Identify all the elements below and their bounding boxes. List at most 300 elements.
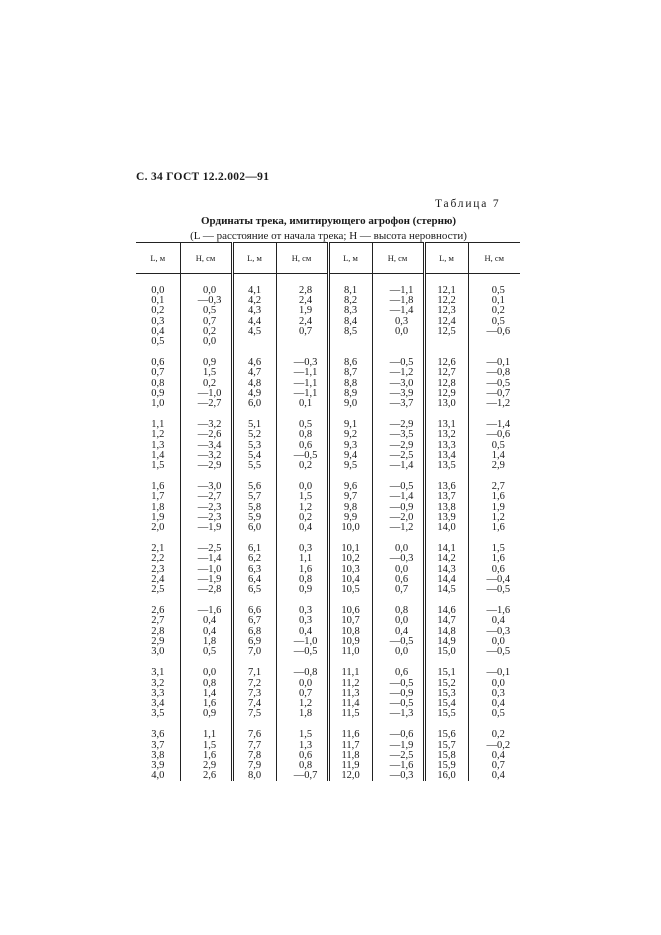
cell-distance: 13,7 [424,492,468,502]
cell-height: 2,7 [468,482,520,492]
cell-distance: 15,5 [424,709,468,719]
cell-distance: 0,3 [151,315,165,327]
group-spacer [136,657,520,668]
cell-distance: 12,4 [424,317,468,327]
cell-distance: 7,6 [232,730,276,740]
cell-height: 0,7 [276,327,328,337]
cell-height: 0,8 [276,430,328,440]
cell-distance: 1,6 [151,481,165,493]
cell-height: —3,2 [180,451,232,461]
cell-height: —2,5 [372,751,424,761]
cell-distance: 10,2 [328,554,372,564]
cell-height: —1,1 [276,368,328,378]
cell-distance: 12,8 [424,379,468,389]
cell-distance: 7,4 [232,699,276,709]
cell-distance: 11,2 [328,679,372,689]
cell-distance: 0,6 [151,357,165,369]
table-row [136,616,520,626]
cell-height: —2,9 [372,420,424,430]
cell-distance: 5,9 [232,513,276,523]
cell-height: —0,3 [372,554,424,564]
cell-distance: 15,3 [424,689,468,699]
cell-height: 0,7 [468,761,520,771]
cell-height: —0,5 [372,482,424,492]
cell-height: —2,5 [180,544,232,554]
cell-height: 1,4 [180,689,232,699]
cell-distance: 3,5 [151,708,165,720]
cell-distance: 13,0 [424,399,468,409]
cell-height: 0,8 [180,679,232,689]
cell-distance: 4,1 [232,274,276,297]
cell-height: —3,7 [372,399,424,409]
cell-height: 0,9 [180,358,232,368]
cell-distance: 2,6 [151,605,165,617]
cell-height: —0,3 [180,296,232,306]
cell-height: 0,5 [468,441,520,451]
cell-height: —0,3 [468,627,520,637]
cell-height: —3,9 [372,389,424,399]
cell-height: 1,8 [180,637,232,647]
cell-distance: 7,5 [232,709,276,719]
cell-distance: 5,4 [232,451,276,461]
column-header: H, см [276,243,328,274]
cell-distance: 2,7 [151,615,165,627]
column-header: H, см [372,243,424,274]
cell-distance: 12,0 [328,771,372,781]
table-row [136,565,520,575]
cell-distance: 3,9 [151,759,165,771]
cell-distance: 14,0 [424,523,468,533]
cell-distance: 4,0 [151,770,165,782]
table-row [136,296,520,306]
cell-distance: 3,1 [151,667,165,679]
table-row [136,647,520,657]
cell-distance: 9,7 [328,492,372,502]
table-row [136,327,520,337]
cell-distance: 6,1 [232,544,276,554]
cell-distance: 5,1 [232,420,276,430]
cell-distance: 14,2 [424,554,468,564]
cell-distance: 15,9 [424,761,468,771]
cell-height: 1,2 [468,513,520,523]
cell-height: —1,0 [276,637,328,647]
cell-height: —0,6 [468,327,520,337]
cell-distance: 2,3 [151,563,165,575]
cell-distance: 6,5 [232,585,276,595]
cell-distance: 6,0 [232,399,276,409]
cell-height: 0,0 [468,679,520,689]
cell-distance: 2,0 [151,522,165,534]
cell-distance: 11,1 [328,668,372,678]
cell-distance: 0,4 [151,325,165,337]
table-row [136,430,520,440]
cell-distance [328,337,372,347]
cell-distance: 3,3 [151,687,165,699]
cell-distance: 10,9 [328,637,372,647]
cell-distance: 4,7 [232,368,276,378]
cell-distance: 13,6 [424,482,468,492]
cell-distance: 6,2 [232,554,276,564]
cell-distance: 4,8 [232,379,276,389]
cell-height: 0,4 [468,699,520,709]
table-row [136,317,520,327]
table-row [136,689,520,699]
table-row [136,627,520,637]
cell-height: —0,4 [468,575,520,585]
cell-distance: 3,2 [151,677,165,689]
cell-height: 1,2 [276,503,328,513]
cell-height: —1,4 [372,492,424,502]
cell-height: 1,6 [276,565,328,575]
table-row [136,306,520,316]
cell-height: 0,3 [276,544,328,554]
column-header: L, м [136,243,180,274]
table-row [136,544,520,554]
cell-distance: 15,6 [424,730,468,740]
cell-distance: 1,9 [151,511,165,523]
cell-height: 0,2 [276,461,328,471]
cell-height: 0,7 [276,689,328,699]
cell-height: —1,9 [180,575,232,585]
table-row [136,482,520,492]
table-row [136,358,520,368]
cell-height: 0,5 [276,420,328,430]
column-header: L, м [424,243,468,274]
cell-distance: 8,7 [328,368,372,378]
cell-height: 0,9 [276,585,328,595]
cell-distance: 10,8 [328,627,372,637]
cell-height: 0,3 [276,606,328,616]
cell-distance: 15,1 [424,668,468,678]
cell-distance: 12,2 [424,296,468,306]
table-row [136,585,520,595]
cell-height: 0,0 [372,565,424,575]
cell-height: 0,6 [372,668,424,678]
table-row [136,709,520,719]
cell-height: —3,5 [372,430,424,440]
cell-distance: 8,9 [328,389,372,399]
cell-height: —2,9 [372,441,424,451]
table-number: Таблица 7 [435,198,501,210]
cell-height: —1,4 [180,554,232,564]
cell-height: 0,0 [180,668,232,678]
cell-distance: 14,7 [424,616,468,626]
cell-distance: 14,1 [424,544,468,554]
cell-height: —2,3 [180,503,232,513]
table-row [136,679,520,689]
cell-height: 2,8 [276,274,328,297]
cell-height: 0,5 [180,306,232,316]
cell-height: 0,4 [180,627,232,637]
cell-distance: 5,2 [232,430,276,440]
table-title: Ординаты трека, имитирующего агрофон (стерню) [200,215,457,227]
cell-distance: 12,1 [424,274,468,297]
cell-distance: 7,3 [232,689,276,699]
cell-distance: 6,7 [232,616,276,626]
group-spacer [136,595,520,606]
cell-distance: 0,7 [151,367,165,379]
cell-distance: 15,8 [424,751,468,761]
cell-distance: 1,1 [151,419,165,431]
table-row [136,575,520,585]
cell-distance: 0,0 [151,285,165,296]
cell-height: 1,1 [276,554,328,564]
cell-height: —0,3 [372,771,424,781]
cell-height: 0,0 [372,327,424,337]
cell-height: —0,5 [372,637,424,647]
cell-height: 0,3 [276,616,328,626]
table-subtitle: (L — расстояние от начала трека; H — высота неровности) [190,230,467,242]
cell-height: 0,4 [276,523,328,533]
cell-distance: 1,3 [151,439,165,451]
cell-distance: 13,8 [424,503,468,513]
cell-height: —0,5 [468,647,520,657]
cell-height: 1,5 [180,741,232,751]
cell-height: —3,0 [180,482,232,492]
table-row [136,461,520,471]
cell-distance: 3,4 [151,697,165,709]
cell-distance: 2,4 [151,573,165,585]
cell-distance: 14,8 [424,627,468,637]
cell-height: —1,8 [372,296,424,306]
cell-distance: 9,8 [328,503,372,513]
cell-height: 1,5 [276,492,328,502]
cell-height: —0,8 [468,368,520,378]
cell-distance [424,337,468,347]
cell-distance: 5,6 [232,482,276,492]
cell-height: 0,7 [372,585,424,595]
cell-height: 0,6 [372,575,424,585]
cell-distance: 14,3 [424,565,468,575]
group-spacer [136,409,520,420]
cell-distance: 12,5 [424,327,468,337]
cell-distance: 3,6 [151,729,165,741]
group-spacer [136,347,520,358]
cell-distance: 13,5 [424,461,468,471]
cell-distance: 11,5 [328,709,372,719]
group-spacer [136,471,520,482]
table-row [136,761,520,771]
cell-height: —2,0 [372,513,424,523]
cell-distance: 4,3 [232,306,276,316]
cell-distance: 11,6 [328,730,372,740]
cell-distance: 6,0 [232,523,276,533]
cell-height: 2,9 [180,761,232,771]
cell-height: 0,4 [180,616,232,626]
cell-height [276,337,328,347]
cell-distance: 15,4 [424,699,468,709]
cell-height: 0,2 [276,513,328,523]
cell-height: 0,5 [180,647,232,657]
cell-distance: 10,0 [328,523,372,533]
cell-distance: 15,0 [424,647,468,657]
cell-height: 0,3 [372,317,424,327]
table-header-row [136,243,520,274]
cell-distance: 10,4 [328,575,372,585]
cell-distance: 15,2 [424,679,468,689]
cell-height: —0,5 [372,699,424,709]
page-header: С. 34 ГОСТ 12.2.002—91 [136,171,270,183]
cell-distance: 16,0 [424,771,468,781]
table-row [136,368,520,378]
cell-height: —2,5 [372,451,424,461]
cell-height: 0,7 [180,317,232,327]
cell-distance: 4,4 [232,317,276,327]
cell-distance: 13,1 [424,420,468,430]
cell-distance: 1,0 [151,398,165,410]
cell-distance: 6,9 [232,637,276,647]
cell-distance: 0,9 [151,387,165,399]
cell-distance: 14,9 [424,637,468,647]
cell-height: 0,9 [180,709,232,719]
table-row [136,492,520,502]
cell-height: 1,6 [180,751,232,761]
cell-height: 2,9 [468,461,520,471]
cell-height: —0,7 [276,771,328,781]
cell-distance: 2,1 [151,543,165,555]
cell-distance: 3,0 [151,646,165,658]
table-row [136,379,520,389]
cell-height: —0,5 [372,358,424,368]
cell-distance: 9,9 [328,513,372,523]
cell-height: 0,0 [372,544,424,554]
cell-distance: 4,6 [232,358,276,368]
cell-height: 0,2 [468,730,520,740]
cell-height: —1,9 [372,741,424,751]
cell-height: 0,0 [276,679,328,689]
cell-distance: 9,1 [328,420,372,430]
cell-distance: 7,0 [232,647,276,657]
cell-height: —3,2 [180,420,232,430]
cell-distance: 1,7 [151,491,165,503]
cell-height: 0,4 [372,627,424,637]
table-row [136,399,520,409]
table-row [136,337,520,347]
table-row [136,441,520,451]
table-row [136,668,520,678]
cell-height: —0,9 [372,503,424,513]
cell-height: —3,4 [180,441,232,451]
cell-distance: 5,7 [232,492,276,502]
cell-height: —0,6 [372,730,424,740]
group-spacer [136,533,520,544]
table-row [136,751,520,761]
cell-distance: 3,8 [151,749,165,761]
cell-distance: 10,6 [328,606,372,616]
cell-distance: 7,8 [232,751,276,761]
cell-distance: 8,0 [232,771,276,781]
table-row [136,730,520,740]
cell-distance: 9,0 [328,399,372,409]
column-header: L, м [232,243,276,274]
cell-distance: 11,7 [328,741,372,751]
cell-distance: 11,9 [328,761,372,771]
table-row [136,554,520,564]
table-row [136,637,520,647]
cell-height: 1,6 [468,492,520,502]
cell-height: 1,5 [276,730,328,740]
cell-height: 0,5 [468,709,520,719]
cell-height: —0,5 [468,585,520,595]
cell-height: —2,3 [180,513,232,523]
cell-distance: 12,9 [424,389,468,399]
cell-height: —2,9 [180,461,232,471]
cell-height: 0,4 [276,627,328,637]
cell-height: —0,1 [468,668,520,678]
cell-distance: 1,5 [151,460,165,472]
cell-distance: 11,4 [328,699,372,709]
cell-height: —0,7 [468,389,520,399]
cell-height: —1,2 [372,523,424,533]
cell-height: —1,4 [468,420,520,430]
cell-height: 0,1 [276,399,328,409]
cell-height: 0,4 [468,751,520,761]
cell-height: 1,6 [180,699,232,709]
cell-height: 0,3 [468,689,520,699]
table-row [136,699,520,709]
cell-distance: 8,2 [328,296,372,306]
cell-distance: 1,4 [151,449,165,461]
cell-distance: 11,0 [328,647,372,657]
cell-distance: 8,5 [328,327,372,337]
cell-height: 1,9 [468,503,520,513]
cell-height: —0,6 [468,430,520,440]
cell-height: 0,0 [276,482,328,492]
cell-height: —1,9 [180,523,232,533]
table-row [136,523,520,533]
cell-distance: 10,5 [328,585,372,595]
cell-height: —1,1 [276,389,328,399]
cell-height: —0,5 [276,451,328,461]
cell-height: 0,2 [180,379,232,389]
cell-height [372,337,424,347]
cell-height: —1,4 [372,306,424,316]
cell-distance: 6,8 [232,627,276,637]
cell-distance: 2,2 [151,553,165,565]
cell-height: —0,2 [468,741,520,751]
cell-height: —1,6 [468,606,520,616]
cell-height: —0,5 [468,379,520,389]
table-row [136,451,520,461]
cell-distance: 6,3 [232,565,276,575]
cell-distance: 0,2 [151,305,165,317]
cell-height: 0,6 [276,751,328,761]
cell-distance: 3,7 [151,739,165,751]
cell-distance: 2,9 [151,635,165,647]
cell-height: 0,1 [468,296,520,306]
cell-height: —1,2 [372,368,424,378]
cell-distance: 4,5 [232,327,276,337]
cell-height: 1,4 [468,451,520,461]
table-row [136,741,520,751]
cell-height: 0,0 [372,616,424,626]
cell-distance: 11,3 [328,689,372,699]
cell-distance: 5,3 [232,441,276,451]
cell-distance [232,337,276,347]
cell-distance: 8,1 [328,274,372,297]
cell-height: —1,6 [180,606,232,616]
cell-height: —1,6 [372,761,424,771]
cell-height: 0,2 [180,327,232,337]
cell-height: 1,9 [276,306,328,316]
cell-distance: 12,3 [424,306,468,316]
cell-distance: 10,7 [328,616,372,626]
table-row [136,503,520,513]
cell-distance: 2,8 [151,625,165,637]
cell-distance: 4,9 [232,389,276,399]
cell-height: —1,2 [468,399,520,409]
cell-height: 0,6 [276,441,328,451]
